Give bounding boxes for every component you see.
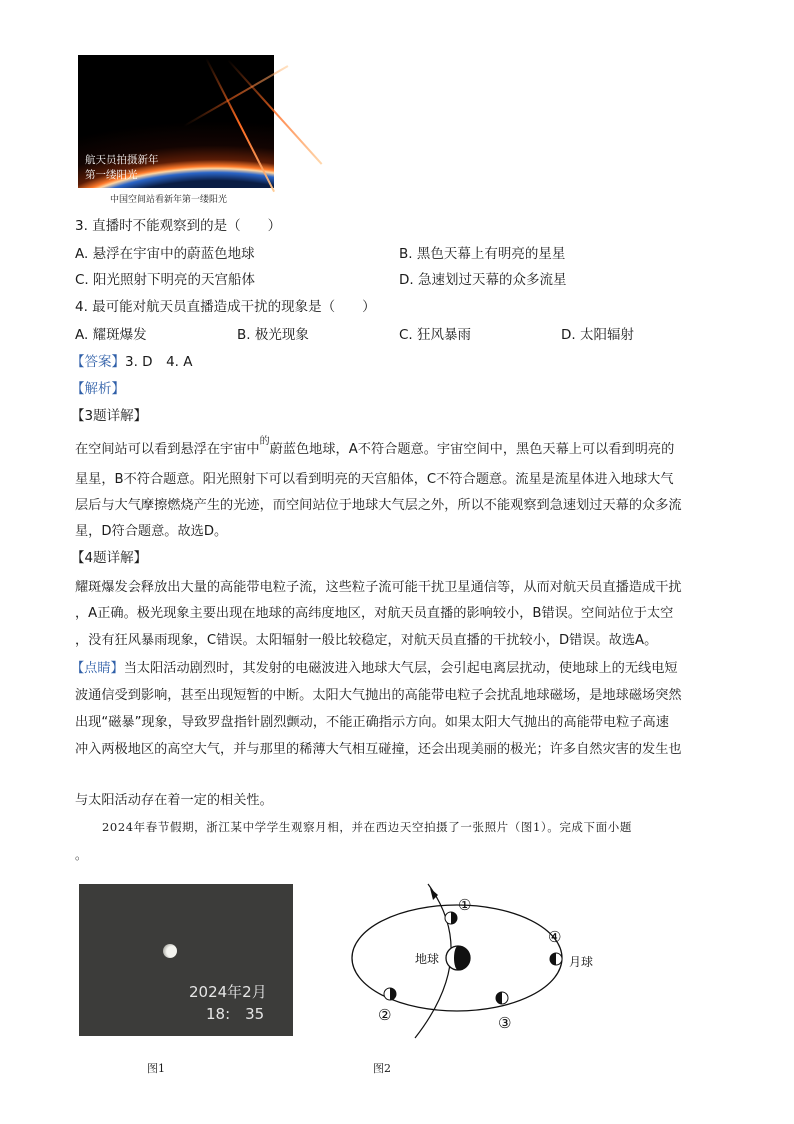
moon-position-2-icon <box>384 988 396 1000</box>
question-4-stem: 4. 最可能对航天员直播造成干扰的现象是（ ） <box>75 299 376 315</box>
analysis-label: 【解析】 <box>71 381 125 397</box>
q3-detail-line: 在空间站可以看到悬浮在宇宙中$^的$蔚蓝色地球，A不符合题意。宇宙空间中，黑色天幕上可以看到明亮的 <box>75 436 675 457</box>
moon-label: 月球 <box>569 955 594 969</box>
q3-option-d: D. 急速划过天幕的众多流星 <box>399 272 567 288</box>
question-3-stem: 3. 直播时不能观察到的是（ ） <box>75 218 282 234</box>
moon-position-3-icon <box>496 992 508 1004</box>
photo-caption: 中国空间站看新年第一缕阳光 <box>110 195 228 205</box>
tip-row: 【点睛】当太阳活动剧烈时，其发射的电磁波进入地球大气层，会引起电离层扰动，使地球上的无线电短 <box>71 661 678 676</box>
q4-detail-line: ，A正确。极光现象主要出现在地球的高纬度地区，对航天员直播的影响较小，B错误。空间站位于太空 <box>75 606 674 621</box>
tip-line: 波通信受到影响，甚至出现短暂的中断。太阳大气抛出的高能带电粒子会扰乱地球磁场，是地球磁场突然 <box>75 688 682 703</box>
answer-text: 3. D 4. A <box>125 354 193 370</box>
moon-photo <box>79 884 293 1036</box>
space-station-sunrise-photo <box>78 55 274 188</box>
figure-1-caption: 图1 <box>147 1062 165 1075</box>
photo-time-stamp: 18: 35 <box>206 1005 265 1023</box>
photo-overlay-text: 第一缕阳光 <box>85 169 138 181</box>
question-intro: 2024年春节假期，浙江某中学学生观察月相，并在西边天空拍摄了一张照片（图1）。完成下面小题 <box>102 820 632 834</box>
q4-option-d: D. 太阳辐射 <box>561 327 634 343</box>
tip-line: 出现“磁暴”现象，导致罗盘指针剧烈颤动，不能正确指示方向。如果太阳大气抛出的高能带电粒子高速 <box>75 715 669 730</box>
tip-line: 冲入两极地区的高空大气，并与那里的稀薄大气相互碰撞，还会出现美丽的极光；许多自然灾害的发生也 <box>75 742 682 757</box>
q3-option-b: B. 黑色天幕上有明亮的星星 <box>399 246 566 262</box>
earth-label: 地球 <box>415 952 440 966</box>
q4-detail-heading: 【4题详解】 <box>71 550 148 566</box>
position-label-4: ④ <box>548 928 562 946</box>
answer-label: 【答案】 <box>71 354 125 370</box>
question-intro: 。 <box>75 848 88 862</box>
q3-detail-heading: 【3题详解】 <box>71 408 148 424</box>
answer-row <box>71 353 192 372</box>
q4-option-a: A. 耀斑爆发 <box>75 327 147 343</box>
position-label-1: ① <box>458 896 472 914</box>
tip-label: 【点睛】 <box>71 661 124 676</box>
q4-option-c: C. 狂风暴雨 <box>399 327 472 343</box>
moon-position-4-icon <box>550 953 562 965</box>
q3-option-a: A. 悬浮在宇宙中的蔚蓝色地球 <box>75 246 255 262</box>
q4-option-b: B. 极光现象 <box>237 327 309 343</box>
moon-icon <box>163 944 177 958</box>
moon-position-1-icon <box>445 912 457 924</box>
tip-line: 与太阳活动存在着一定的相关性。 <box>75 793 273 808</box>
q3-detail-line: 星星，B不符合题意。阳光照射下可以看到明亮的天宫船体，C不符合题意。流星是流星体进入地球大气 <box>75 472 674 487</box>
position-label-3: ③ <box>498 1014 512 1032</box>
q4-detail-line: 耀斑爆发会释放出大量的高能带电粒子流，这些粒子流可能干扰卫星通信等，从而对航天员直播造成干扰 <box>75 580 682 595</box>
moon-orbit-diagram <box>330 870 594 1045</box>
q3-option-c: C. 阳光照射下明亮的天宫船体 <box>75 272 256 288</box>
q4-detail-line: ，没有狂风暴雨现象，C错误。太阳辐射一般比较稳定，对航天员直播的干扰较小，D错误。故选A。 <box>75 633 658 648</box>
earth-icon <box>446 946 470 970</box>
q3-detail-line: 层后与大气摩擦燃烧产生的光迹，而空间站位于地球大气层之外，所以不能观察到急速划过天幕的众多流 <box>75 498 682 513</box>
photo-date-stamp: 2024年2月 <box>189 983 267 1001</box>
photo-overlay-text: 航天员拍摄新年 <box>85 154 159 166</box>
figure-2-caption: 图2 <box>373 1062 391 1075</box>
q3-detail-line: 星，D符合题意。故选D。 <box>75 524 228 539</box>
position-label-2: ② <box>378 1006 392 1024</box>
